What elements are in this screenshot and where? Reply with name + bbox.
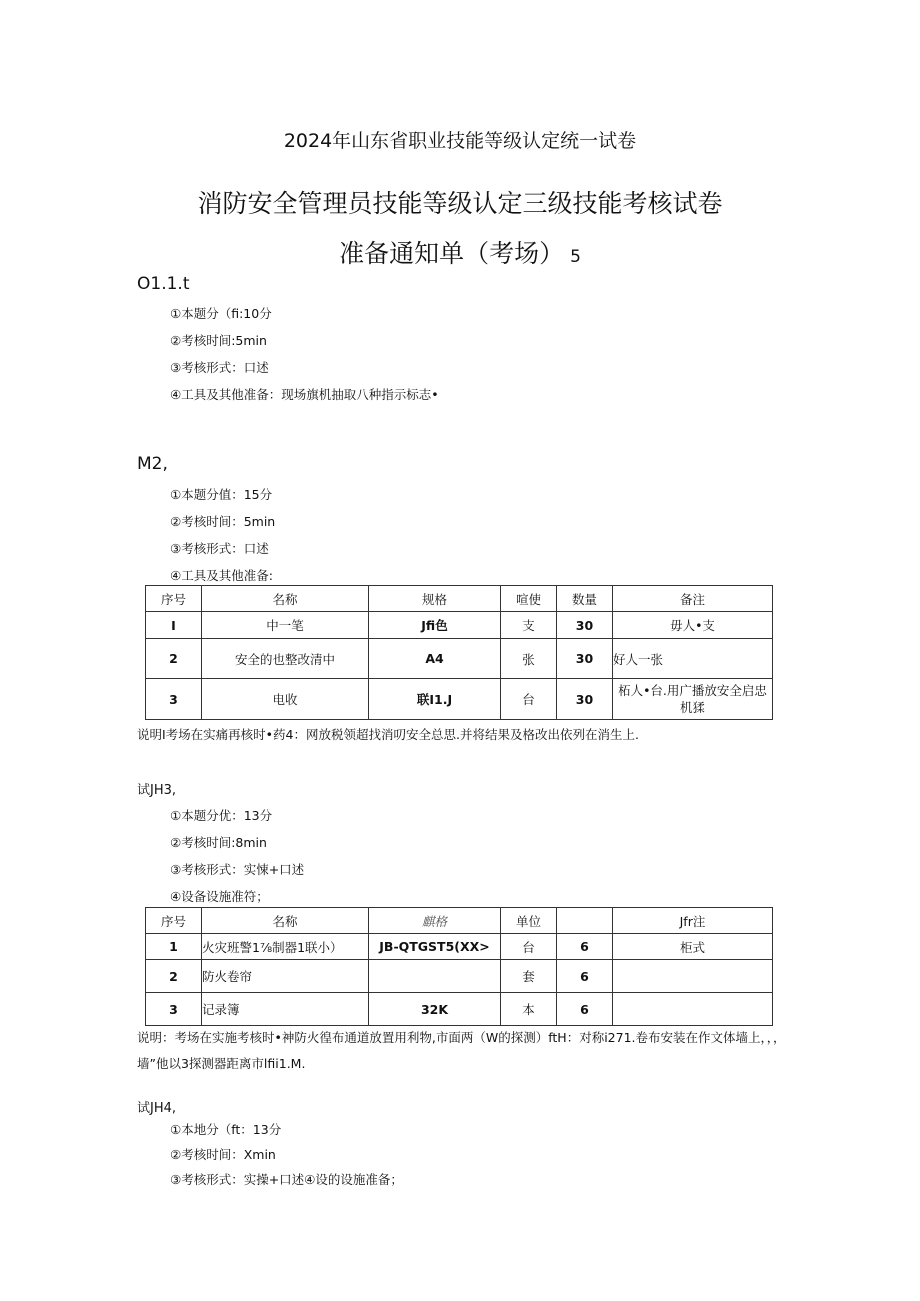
table-cell: 2 bbox=[146, 639, 202, 679]
table-cell bbox=[613, 993, 773, 1026]
q2-equipment-table bbox=[145, 585, 773, 720]
header-cell: 备注 bbox=[613, 586, 773, 612]
q3-heading: 试JH3, bbox=[137, 783, 177, 798]
header-cell: 序号 bbox=[146, 908, 202, 934]
q1-item-tools: ④工具及其他准备：现场旗机抽取八种指示标志• bbox=[170, 387, 439, 402]
table-cell: 30 bbox=[557, 679, 613, 720]
table-row bbox=[146, 639, 773, 679]
q2-note: 说明I考场在实痛再核时•药4：网放税领超找消叨安全总思.并将结果及格改出依列在消生上. bbox=[137, 727, 639, 742]
header-cell: 规格 bbox=[369, 586, 501, 612]
q1-item-form: ③考核形式：口述 bbox=[170, 360, 269, 375]
q4-item-form: ③考核形式：实操+口述④设的设施准备； bbox=[170, 1172, 403, 1187]
header-cell: 名称 bbox=[202, 586, 369, 612]
q2-item-tools: ④工具及其他准备: bbox=[170, 568, 273, 583]
q4-heading: 试JH4, bbox=[137, 1101, 177, 1116]
header-cell: 单位 bbox=[501, 908, 557, 934]
table-row bbox=[146, 993, 773, 1026]
table-row bbox=[146, 679, 773, 720]
table-cell: 安全的也整改清中 bbox=[202, 639, 369, 679]
table-header-row bbox=[146, 908, 773, 934]
table-cell: 32K bbox=[369, 993, 501, 1026]
table-cell: 支 bbox=[501, 612, 557, 639]
exam-title: 2024年山东省职业技能等级认定统一试卷 bbox=[283, 130, 637, 152]
q1-item-time: ②考核时间:5min bbox=[170, 333, 267, 348]
table-cell: A4 bbox=[369, 639, 501, 679]
table-row bbox=[146, 612, 773, 639]
table-cell: 记录簿 bbox=[202, 993, 369, 1026]
table-cell: 6 bbox=[557, 960, 613, 993]
q2-item-time: ②考核时间：5min bbox=[170, 514, 276, 529]
q3-note: 说明：考场在实施考核时•神防火徨布通道放置用利物,市面两（W的探测）ftH：对称i271.卷布安装在作文体墙上，，，墙”他以3探测器距离市lfii1.M. bbox=[137, 1030, 786, 1071]
table-cell: 3 bbox=[146, 993, 202, 1026]
table-cell: 6 bbox=[557, 993, 613, 1026]
q3-item-equipment: ④设备设施准符； bbox=[170, 889, 269, 904]
table-row bbox=[146, 960, 773, 993]
table-cell: 防火卷帘 bbox=[202, 960, 369, 993]
header-cell: 麒格 bbox=[369, 908, 501, 934]
table-cell bbox=[369, 960, 501, 993]
table-cell bbox=[613, 960, 773, 993]
table-cell: 电收 bbox=[202, 679, 369, 720]
table-cell: 2 bbox=[146, 960, 202, 993]
q1-heading: O1.1.t bbox=[137, 274, 190, 294]
table-cell: 柘人•台.用广播放安全启忠机猱 bbox=[613, 679, 773, 720]
header-cell: Jfr注 bbox=[613, 908, 773, 934]
table-cell: JB-QTGST5(XX> bbox=[369, 934, 501, 960]
table-cell: 套 bbox=[501, 960, 557, 993]
table-cell: 中一笔 bbox=[202, 612, 369, 639]
table-cell: I bbox=[146, 612, 202, 639]
sub-title-suffix: 5 bbox=[570, 247, 581, 267]
table-cell: 联I1.J bbox=[369, 679, 501, 720]
table-cell: 台 bbox=[501, 934, 557, 960]
q2-item-score: ①本题分值：15分 bbox=[170, 487, 273, 502]
table-cell: 台 bbox=[501, 679, 557, 720]
q3-item-form: ③考核形式：实悚+口述 bbox=[170, 862, 305, 877]
q4-item-time: ②考核时间：Xmin bbox=[170, 1147, 276, 1162]
table-cell: 柜式 bbox=[613, 934, 773, 960]
q3-item-time: ②考核时间:8min bbox=[170, 835, 267, 850]
table-row bbox=[146, 934, 773, 960]
table-cell: 1 bbox=[146, 934, 202, 960]
header-cell: 数量 bbox=[557, 586, 613, 612]
main-title: 消防安全管理员技能等级认定三级技能考核试卷 bbox=[197, 189, 723, 218]
sub-title-text: 准备通知单（考场） bbox=[339, 239, 565, 268]
q4-item-score: ①本地分（ft：13分 bbox=[170, 1122, 282, 1137]
header-cell: 名称 bbox=[202, 908, 369, 934]
sub-title bbox=[0, 234, 920, 270]
table-cell: 火灾班警1⅞制器1联小） bbox=[202, 934, 369, 960]
q3-item-score: ①本题分优：13分 bbox=[170, 808, 273, 823]
table-cell: 3 bbox=[146, 679, 202, 720]
q2-heading: M2, bbox=[137, 454, 168, 474]
header-cell bbox=[557, 908, 613, 934]
header-cell: 喧使 bbox=[501, 586, 557, 612]
q3-equipment-table bbox=[145, 907, 773, 1026]
q1-item-score: ①本题分（fi:10分 bbox=[170, 306, 272, 321]
table-cell: 6 bbox=[557, 934, 613, 960]
table-cell: 毋人•支 bbox=[613, 612, 773, 639]
table-cell: 好人一张 bbox=[613, 639, 773, 679]
table-header-row bbox=[146, 586, 773, 612]
table-cell: Jfi色 bbox=[369, 612, 501, 639]
table-cell: 30 bbox=[557, 639, 613, 679]
table-cell: 30 bbox=[557, 612, 613, 639]
table-cell: 张 bbox=[501, 639, 557, 679]
q2-item-form: ③考核形式：口述 bbox=[170, 541, 269, 556]
header-cell: 序号 bbox=[146, 586, 202, 612]
table-cell: 本 bbox=[501, 993, 557, 1026]
